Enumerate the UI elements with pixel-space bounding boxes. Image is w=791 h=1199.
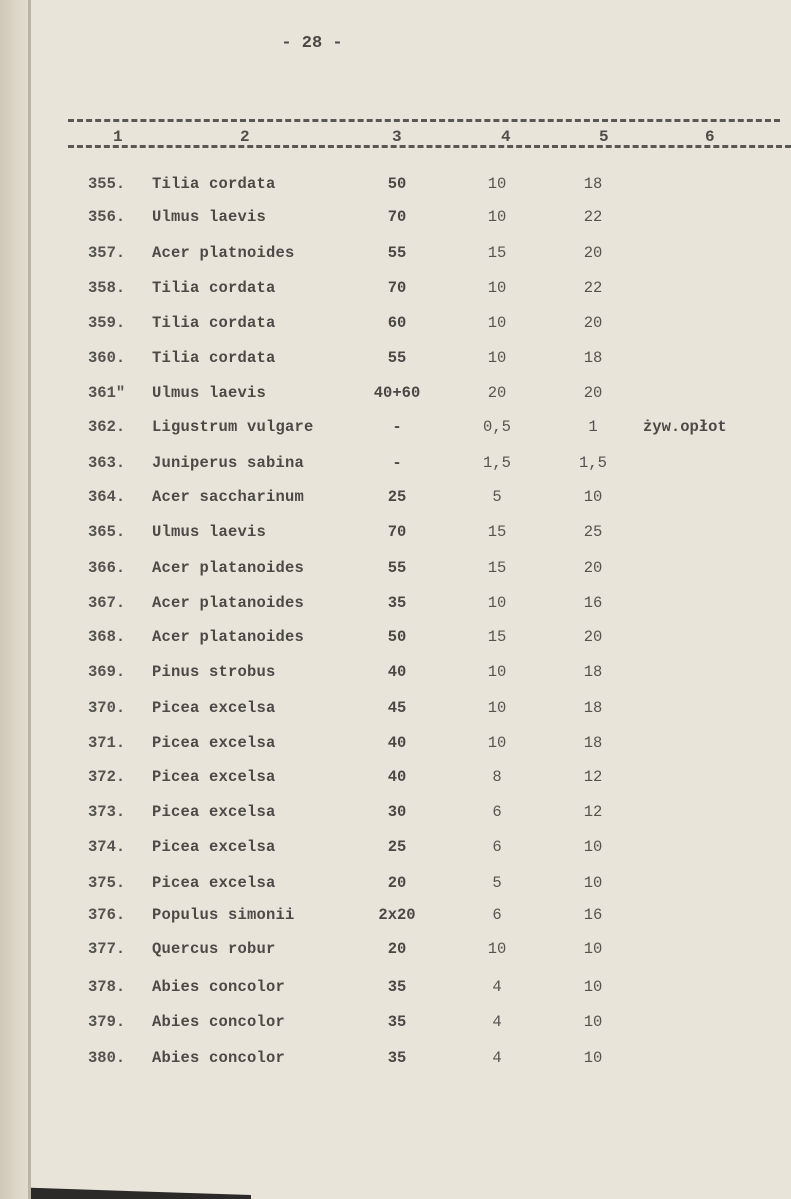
column-3-value: 30 (387, 803, 407, 821)
table-row (0, 559, 791, 593)
column-3-value: 40+60 (373, 384, 421, 402)
column-3-value: 40 (387, 734, 407, 752)
row-number: 378. (88, 978, 126, 996)
column-5-value: 10 (583, 978, 603, 996)
row-number: 370. (88, 699, 126, 717)
column-4-value: 10 (487, 940, 507, 958)
column-5-value: 18 (583, 699, 603, 717)
column-4-value: 6 (492, 906, 502, 924)
column-4-value: 10 (487, 699, 507, 717)
table-row (0, 594, 791, 628)
column-4-value: 6 (492, 803, 502, 821)
column-4-value: 10 (487, 208, 507, 226)
column-5-value: 12 (583, 803, 603, 821)
table-row (0, 940, 791, 974)
column-5-value: 20 (583, 384, 603, 402)
column-3-value: 2x20 (378, 906, 416, 924)
species-name: Abies concolor (152, 1013, 286, 1031)
table-row (0, 208, 791, 242)
row-number: 380. (88, 1049, 126, 1067)
column-5-value: 18 (583, 663, 603, 681)
column-3-value: 35 (387, 594, 407, 612)
column-5-value: 22 (583, 279, 603, 297)
row-number: 369. (88, 663, 126, 681)
species-name: Picea excelsa (152, 874, 276, 892)
species-name: Ulmus laevis (152, 384, 267, 402)
table-row (0, 803, 791, 837)
table-row (0, 384, 791, 418)
column-3-value: 55 (387, 244, 407, 262)
row-number: 364. (88, 488, 126, 506)
row-number: 363. (88, 454, 126, 472)
column-4-value: 20 (487, 384, 507, 402)
column-5-value: 10 (583, 838, 603, 856)
species-name: Picea excelsa (152, 699, 276, 717)
column-header-5: 5 (599, 128, 609, 146)
column-4-value: 15 (487, 244, 507, 262)
column-4-value: 5 (492, 874, 502, 892)
row-number: 374. (88, 838, 126, 856)
column-5-value: 18 (583, 175, 603, 193)
column-4-value: 4 (492, 1013, 502, 1031)
column-4-value: 5 (492, 488, 502, 506)
column-4-value: 4 (492, 978, 502, 996)
row-number: 361" (88, 384, 126, 402)
species-name: Pinus strobus (152, 663, 276, 681)
column-3-value: 45 (387, 699, 407, 717)
species-name: Acer platanoides (152, 594, 305, 612)
column-5-value: 12 (583, 768, 603, 786)
column-5-value: 20 (583, 244, 603, 262)
table-row (0, 488, 791, 522)
species-name: Juniperus sabina (152, 454, 305, 472)
column-4-value: 4 (492, 1049, 502, 1067)
column-4-value: 10 (487, 175, 507, 193)
column-3-value: 35 (387, 978, 407, 996)
column-4-value: 10 (487, 349, 507, 367)
species-name: Acer saccharinum (152, 488, 305, 506)
column-3-value: 20 (387, 874, 407, 892)
table-row (0, 244, 791, 278)
column-5-value: 22 (583, 208, 603, 226)
column-4-value: 8 (492, 768, 502, 786)
species-name: Abies concolor (152, 978, 286, 996)
column-4-value: 1,5 (483, 454, 511, 472)
species-name: Abies concolor (152, 1049, 286, 1067)
species-name: Populus simonii (152, 906, 295, 924)
column-3-value: 70 (387, 208, 407, 226)
column-5-value: 16 (583, 594, 603, 612)
column-3-value: 60 (387, 314, 407, 332)
row-number: 368. (88, 628, 126, 646)
column-header-2: 2 (240, 128, 250, 146)
species-name: Acer platnoides (152, 244, 295, 262)
table-row (0, 838, 791, 872)
column-5-value: 10 (583, 874, 603, 892)
column-3-value: 25 (387, 488, 407, 506)
row-number: 371. (88, 734, 126, 752)
column-4-value: 10 (487, 594, 507, 612)
column-3-value: 50 (387, 628, 407, 646)
column-5-value: 1 (588, 418, 598, 436)
row-number: 357. (88, 244, 126, 262)
species-name: Picea excelsa (152, 768, 276, 786)
table-row (0, 349, 791, 383)
column-header-6: 6 (705, 128, 715, 146)
column-3-value: - (392, 418, 402, 436)
table-row (0, 663, 791, 697)
species-name: Quercus robur (152, 940, 276, 958)
column-5-value: 1,5 (579, 454, 607, 472)
column-3-value: 55 (387, 559, 407, 577)
table-row (0, 699, 791, 733)
row-number: 365. (88, 523, 126, 541)
row-number: 372. (88, 768, 126, 786)
row-number: 375. (88, 874, 126, 892)
table-row (0, 279, 791, 313)
column-header-4: 4 (501, 128, 511, 146)
column-4-value: 15 (487, 559, 507, 577)
table-header-top-rule (68, 119, 780, 122)
column-5-value: 20 (583, 559, 603, 577)
column-5-value: 10 (583, 940, 603, 958)
column-header-3: 3 (392, 128, 402, 146)
column-5-value: 20 (583, 628, 603, 646)
column-3-value: 50 (387, 175, 407, 193)
species-name: Tilia cordata (152, 175, 276, 193)
table-row (0, 768, 791, 802)
column-5-value: 10 (583, 1013, 603, 1031)
column-3-value: 40 (387, 768, 407, 786)
page-number: - 28 - (281, 34, 343, 53)
column-3-value: 25 (387, 838, 407, 856)
column-4-value: 15 (487, 628, 507, 646)
table-row (0, 734, 791, 768)
species-name: Tilia cordata (152, 349, 276, 367)
species-name: Ulmus laevis (152, 208, 267, 226)
row-number: 359. (88, 314, 126, 332)
column-5-value: 20 (583, 314, 603, 332)
column-5-value: 18 (583, 734, 603, 752)
row-number: 360. (88, 349, 126, 367)
row-number: 367. (88, 594, 126, 612)
column-4-value: 15 (487, 523, 507, 541)
column-4-value: 10 (487, 314, 507, 332)
column-4-value: 6 (492, 838, 502, 856)
row-number: 366. (88, 559, 126, 577)
row-number: 379. (88, 1013, 126, 1031)
column-3-value: 70 (387, 279, 407, 297)
table-row (0, 978, 791, 1012)
column-4-value: 10 (487, 279, 507, 297)
species-name: Picea excelsa (152, 838, 276, 856)
table-row (0, 906, 791, 940)
column-3-value: 35 (387, 1049, 407, 1067)
column-3-value: 70 (387, 523, 407, 541)
table-header-bottom-rule (68, 145, 791, 148)
species-name: Acer platanoides (152, 559, 305, 577)
species-name: Acer platanoides (152, 628, 305, 646)
table-row (0, 314, 791, 348)
table-row (0, 418, 791, 452)
table-row (0, 454, 791, 488)
table-row (0, 523, 791, 557)
species-name: Picea excelsa (152, 734, 276, 752)
column-3-value: 20 (387, 940, 407, 958)
column-4-value: 0,5 (483, 418, 511, 436)
column-3-value: 55 (387, 349, 407, 367)
row-number: 358. (88, 279, 126, 297)
column-4-value: 10 (487, 663, 507, 681)
column-5-value: 10 (583, 1049, 603, 1067)
species-name: Tilia cordata (152, 279, 276, 297)
column-6-note: żyw.opłot (643, 418, 727, 436)
species-name: Ligustrum vulgare (152, 418, 314, 436)
column-header-1: 1 (113, 128, 123, 146)
row-number: 355. (88, 175, 126, 193)
table-row (0, 874, 791, 908)
column-5-value: 25 (583, 523, 603, 541)
column-5-value: 16 (583, 906, 603, 924)
table-row (0, 1013, 791, 1047)
table-row (0, 628, 791, 662)
row-number: 373. (88, 803, 126, 821)
column-5-value: 10 (583, 488, 603, 506)
row-number: 362. (88, 418, 126, 436)
row-number: 377. (88, 940, 126, 958)
column-3-value: 35 (387, 1013, 407, 1031)
row-number: 356. (88, 208, 126, 226)
species-name: Ulmus laevis (152, 523, 267, 541)
column-5-value: 18 (583, 349, 603, 367)
row-number: 376. (88, 906, 126, 924)
column-3-value: - (392, 454, 402, 472)
species-name: Tilia cordata (152, 314, 276, 332)
table-row (0, 1049, 791, 1083)
table-row (0, 175, 791, 209)
species-name: Picea excelsa (152, 803, 276, 821)
column-4-value: 10 (487, 734, 507, 752)
column-3-value: 40 (387, 663, 407, 681)
